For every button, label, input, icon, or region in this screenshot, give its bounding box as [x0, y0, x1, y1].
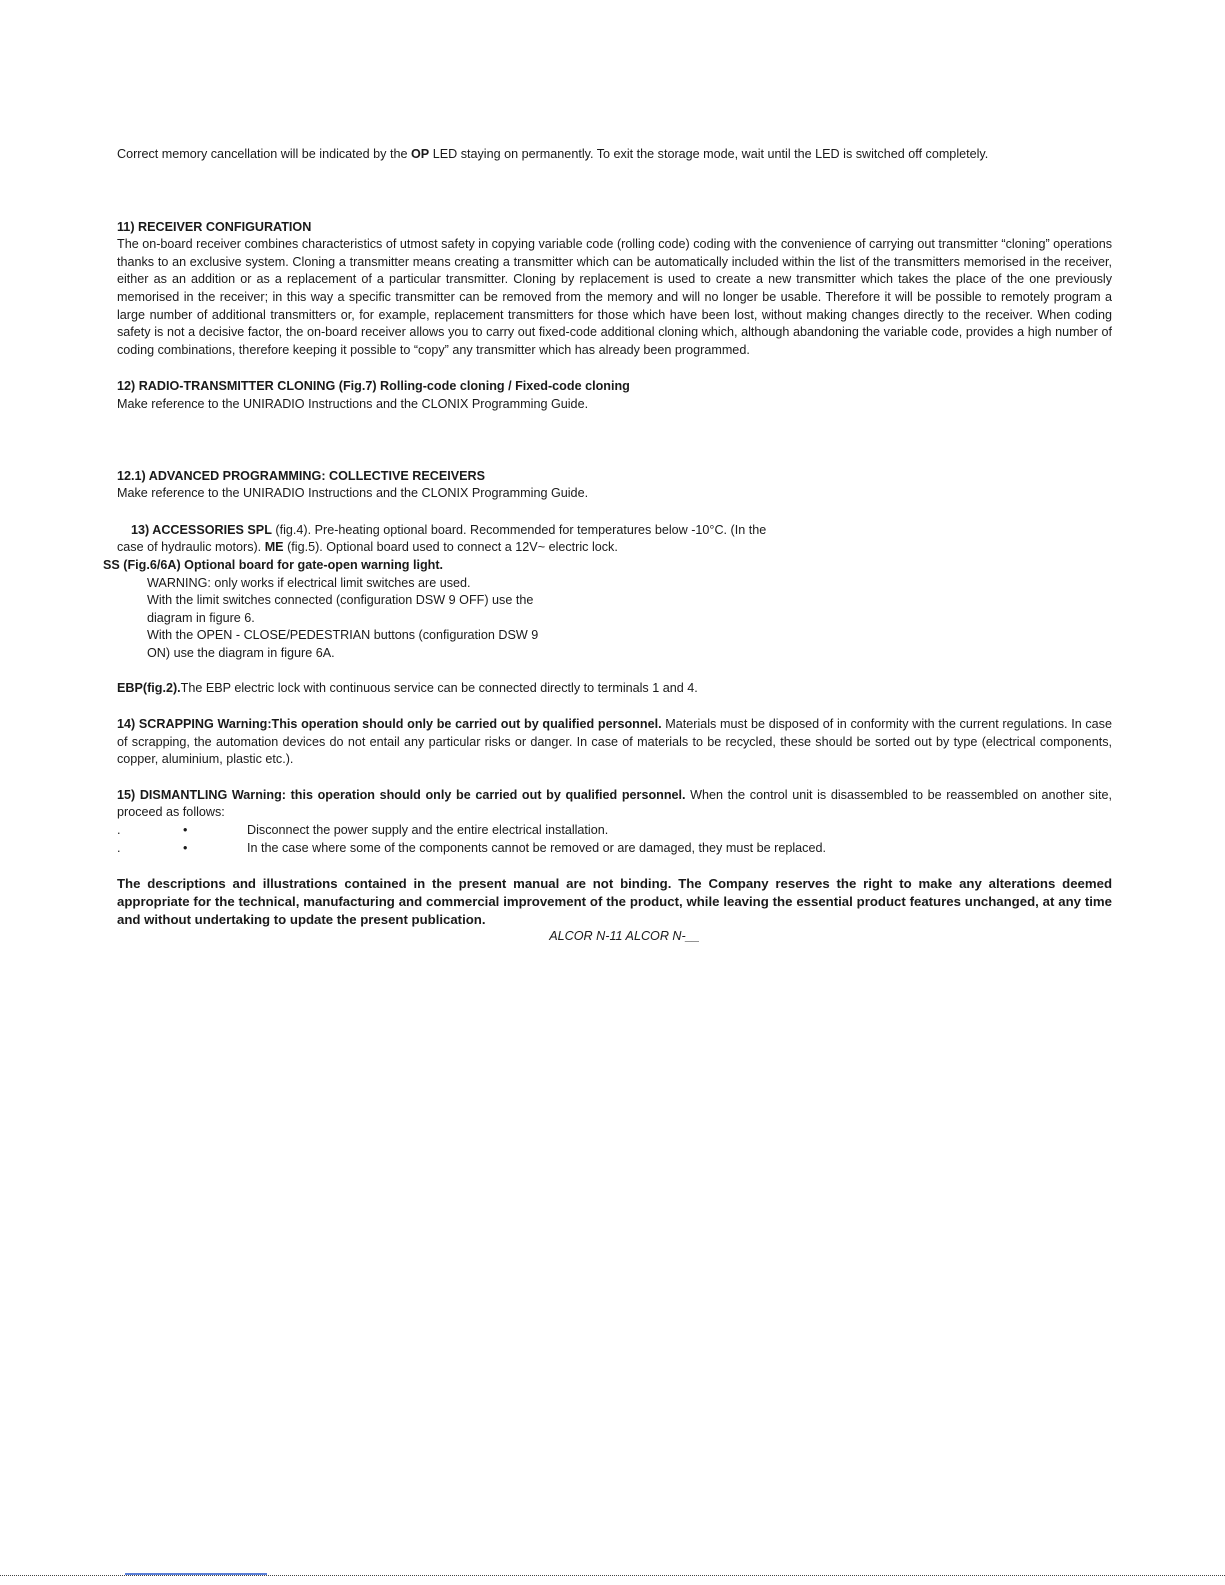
- ss-line: With the limit switches connected (configuration DSW 9 OFF) use the: [147, 593, 534, 608]
- section-radio-cloning: [117, 378, 1112, 413]
- section-dismantling: [117, 787, 1112, 857]
- section-13-heading: 13) ACCESSORIES SPL: [131, 522, 272, 537]
- op-led-label: OP: [411, 147, 430, 161]
- ss-line: diagram in figure 6.: [147, 610, 255, 625]
- ebp-description: The EBP electric lock with continuous service can be connected directly to terminals 1 and 4.: [180, 681, 698, 696]
- me-description: (fig.5). Optional board used to connect a 12V~ electric lock.: [283, 540, 618, 555]
- bullet-text: In the case where some of the components cannot be removed or are damaged, they must be replaced.: [247, 840, 826, 855]
- intro-paragraph: [117, 146, 1112, 164]
- me-label: ME: [264, 540, 284, 555]
- section-scrapping: [117, 716, 1112, 769]
- spl-description: (fig.4). Pre-heating optional board. Recommended for temperatures below -10°C. (In the: [271, 522, 767, 537]
- intro-text-2: LED staying on permanently. To exit the storage mode, wait until the LED is switched off completely.: [429, 147, 989, 161]
- section-15-body: When the control unit is disassembled to be reassembled on another site, proceed as follows:: [117, 787, 1112, 820]
- section-accessories: [103, 522, 1112, 698]
- section-12-1-body: Make reference to the UNIRADIO Instructions and the CLONIX Programming Guide.: [117, 486, 589, 501]
- ss-line: ON) use the diagram in figure 6A.: [147, 645, 335, 660]
- list-item: . • Disconnect the power supply and the entire electrical installation.: [117, 822, 1112, 840]
- ss-line: WARNING: only works if electrical limit switches are used.: [147, 575, 471, 590]
- section-12-body: Make reference to the UNIRADIO Instructions and the CLONIX Programming Guide.: [117, 396, 589, 411]
- section-15-heading: 15) DISMANTLING Warning: this operation should only be carried out by qualified personnel.: [117, 787, 686, 802]
- ebp-label: EBP(fig.2).: [117, 681, 181, 696]
- section-14-body: Materials must be disposed of in conformity with the current regulations. In case of scrapping, the automation devices do not entail any particular risks or danger. In case of materials to be recycled, these should be sorted out by type (electrical components, copper, aluminium, plastic etc.).: [117, 717, 1112, 767]
- section-11-heading: 11) RECEIVER CONFIGURATION: [117, 219, 312, 234]
- document-footer: ALCOR N-11 ALCOR N-__: [549, 928, 700, 943]
- ss-line: With the OPEN - CLOSE/PEDESTRIAN buttons (configuration DSW 9: [147, 628, 539, 643]
- disclaimer-paragraph: The descriptions and illustrations contained in the present manual are not binding. The Company reserves the right to make any alterations deemed appropriate for the technical, manufacturing and commercial improvement of the product, while leaving the essential product features unchanged, at any time and without undertaking to update the present publication.: [117, 876, 1112, 927]
- intro-text: Correct memory cancellation will be indicated by the: [117, 147, 411, 161]
- section-11-body: The on-board receiver combines characteristics of utmost safety in copying variable code (rolling code) coding with the convenience of carrying out transmitter “cloning” operations thanks to an exclusive system. Cloning a transmitter means creating a transmitter which can be automatically included within the list of the transmitters memorised in the receiver, either as an addition or as a replacement of a particular transmitter. Cloning by replacement is used to create a new transmitter which takes the place of the one previously memorised in the receiver; in this way a specific transmitter can be removed from the memory and will no longer be usable. Therefore it will be possible to remotely program a large number of additional transmitters or, for example, replacement transmitters for those which have been lost, without making changes directly to the receiver. When coding safety is not a decisive factor, the on-board receiver allows you to carry out fixed-code additional cloning which, although abandoning the variable code, provides a high number of coding combinations, therefore keeping it possible to “copy” any transmitter which has already been programmed.: [117, 237, 1112, 357]
- section-12-heading: 12) RADIO-TRANSMITTER CLONING (Fig.7) Rolling-code cloning / Fixed-code cloning: [117, 379, 630, 394]
- spl-description-cont: case of hydraulic motors).: [117, 540, 265, 555]
- bottom-link-underline: [125, 1573, 267, 1575]
- section-14-heading: 14) SCRAPPING Warning:This operation should only be carried out by qualified personnel.: [117, 717, 662, 732]
- section-receiver-configuration: [117, 219, 1112, 360]
- ss-heading: SS (Fig.6/6A) Optional board for gate-open warning light.: [103, 557, 444, 572]
- bullet-text: Disconnect the power supply and the entire electrical installation.: [247, 823, 609, 838]
- section-advanced-programming: [117, 468, 1112, 503]
- manual-page: [103, 146, 1112, 945]
- bottom-divider: [0, 1575, 1225, 1576]
- bullet-icon: •: [183, 823, 188, 838]
- list-item: . • In the case where some of the components cannot be removed or are damaged, they must be replaced.: [117, 840, 1112, 858]
- bullet-icon: •: [183, 840, 188, 855]
- section-12-1-heading: 12.1) ADVANCED PROGRAMMING: COLLECTIVE RECEIVERS: [117, 468, 486, 483]
